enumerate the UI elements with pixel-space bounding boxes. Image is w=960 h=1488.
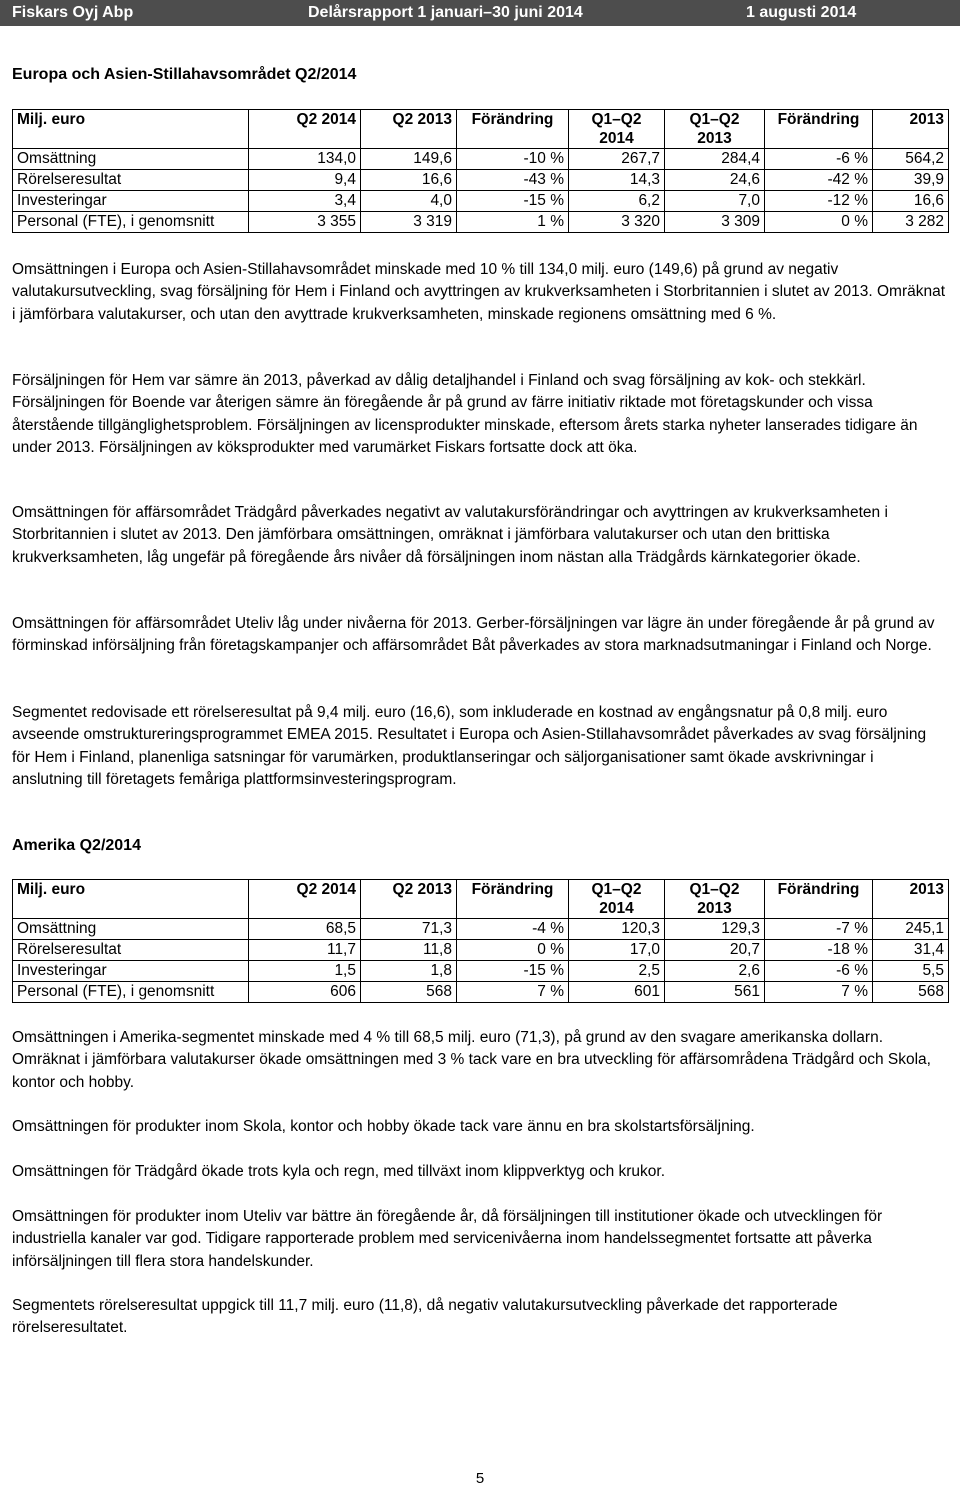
table-cell: 7 % [457, 982, 569, 1003]
table-cell: 568 [873, 982, 949, 1003]
row-label: Rörelseresultat [13, 940, 249, 961]
column-header: Förändring [457, 880, 569, 919]
table-row [13, 212, 949, 233]
table-cell: 3 282 [873, 212, 949, 233]
table-cell: 17,0 [569, 940, 665, 961]
table-cell: -6 % [765, 961, 873, 982]
table-cell: 120,3 [569, 919, 665, 940]
table-cell: 0 % [457, 940, 569, 961]
page-number: 5 [475, 1470, 485, 1487]
table-cell: -15 % [457, 961, 569, 982]
row-label: Investeringar [13, 191, 249, 212]
table-cell: 24,6 [665, 170, 765, 191]
document-header [0, 0, 960, 26]
table-cell: 68,5 [249, 919, 361, 940]
table-cell: 3 309 [665, 212, 765, 233]
company-name: Fiskars Oyj Abp [12, 4, 134, 21]
europe-section-title: Europa och Asien-Stillahavsområdet Q2/2014 [12, 66, 357, 83]
column-header: Förändring [457, 110, 569, 149]
europe-paragraph-2: Försäljningen för Hem var sämre än 2013, påverkad av dålig detaljhandel i Finland och svag försäljning av kok- och stekkärl. Försäljningen för Boende var återigen sämre än föregående år på grund av färre initiativ riktade mot företagskunder och vissa återstående tillgänglighetsproblem. Försäljningen av licensprodukter minskade, eftersom årets starka nyheter lanserades tidigare än under 2013. Försäljningen av köksprodukter med varumärket Fiskars fortsatte dock att öka. [12, 372, 918, 456]
column-header: Milj. euro [13, 880, 249, 919]
table-cell: -15 % [457, 191, 569, 212]
table-cell: 1,5 [249, 961, 361, 982]
table-cell: -18 % [765, 940, 873, 961]
column-header: Q1–Q2 2014 [569, 110, 665, 149]
table-cell: 14,3 [569, 170, 665, 191]
table-row [13, 940, 949, 961]
row-label: Investeringar [13, 961, 249, 982]
column-header: Q1–Q2 2013 [665, 880, 765, 919]
table-cell: 1 % [457, 212, 569, 233]
report-date: 1 augusti 2014 [746, 4, 857, 21]
column-header: Förändring [765, 110, 873, 149]
table-cell: -4 % [457, 919, 569, 940]
table-cell: 129,3 [665, 919, 765, 940]
table-cell: -6 % [765, 149, 873, 170]
table-cell: 4,0 [361, 191, 457, 212]
europe-paragraph-5: Segmentet redovisade ett rörelseresultat på 9,4 milj. euro (16,6), som inkluderade en kostnad av engångsnatur på 0,8 milj. euro avseende omstruktureringsprogrammet EMEA 2015. Resultatet i Europa och Asien-Stillahavsområdet påverkades av svag försäljning för Hem i Finland, planenliga satsningar för varumärken, produktlanseringar och säljorganisationer samt ökade avskrivningar i anslutning till företagets femåriga plattformsinvesteringsprogram. [12, 704, 927, 788]
table-cell: 564,2 [873, 149, 949, 170]
table-cell: 6,2 [569, 191, 665, 212]
column-header: Q1–Q2 2013 [665, 110, 765, 149]
table-cell: 267,7 [569, 149, 665, 170]
table-header-row [13, 110, 949, 149]
column-header: Q2 2014 [249, 110, 361, 149]
table-cell: 2,6 [665, 961, 765, 982]
column-header: Milj. euro [13, 110, 249, 149]
table-cell: 5,5 [873, 961, 949, 982]
table-cell: 601 [569, 982, 665, 1003]
table-cell: 606 [249, 982, 361, 1003]
table-cell: 7 % [765, 982, 873, 1003]
table-cell: 3 320 [569, 212, 665, 233]
table-header-row [13, 880, 949, 919]
table-cell: 16,6 [873, 191, 949, 212]
america-section-title: Amerika Q2/2014 [12, 837, 141, 854]
table-cell: 11,7 [249, 940, 361, 961]
column-header: Förändring [765, 880, 873, 919]
table-cell: -10 % [457, 149, 569, 170]
column-header: Q2 2013 [361, 880, 457, 919]
table-cell: -43 % [457, 170, 569, 191]
table-cell: 0 % [765, 212, 873, 233]
table-row [13, 919, 949, 940]
table-cell: 3 319 [361, 212, 457, 233]
table-cell: 561 [665, 982, 765, 1003]
column-header: Q2 2013 [361, 110, 457, 149]
column-header: Q1–Q2 2014 [569, 880, 665, 919]
europe-financial-table [12, 109, 949, 233]
america-paragraph-4: Omsättningen för produkter inom Uteliv var bättre än föregående år, då försäljningen till institutioner ökade och utvecklingen för industriella kanaler var god. Tidigare rapporterade problem med servicenivåerna inom handelssegmentet fortsatte att påverka införsäljningen till flera stora handelskunder. [12, 1208, 883, 1270]
table-cell: 20,7 [665, 940, 765, 961]
table-row [13, 149, 949, 170]
table-cell: 3 355 [249, 212, 361, 233]
table-cell: 31,4 [873, 940, 949, 961]
table-cell: 7,0 [665, 191, 765, 212]
america-paragraph-2: Omsättningen för produkter inom Skola, kontor och hobby ökade tack vare ännu en bra skolstartsförsäljning. [12, 1118, 755, 1135]
report-title: Delårsrapport 1 januari–30 juni 2014 [308, 4, 583, 21]
america-paragraph-5: Segmentets rörelseresultat uppgick till 11,7 milj. euro (11,8), då negativ valutakursutveckling påverkade det rapporterade rörelseresultatet. [12, 1297, 838, 1337]
row-label: Omsättning [13, 149, 249, 170]
table-cell: -12 % [765, 191, 873, 212]
america-paragraph-3: Omsättningen för Trädgård ökade trots kyla och regn, med tillväxt inom klippverktyg och krukor. [12, 1163, 666, 1180]
table-cell: 3,4 [249, 191, 361, 212]
table-cell: 9,4 [249, 170, 361, 191]
table-cell: 134,0 [249, 149, 361, 170]
table-cell: 39,9 [873, 170, 949, 191]
column-header: Q2 2014 [249, 880, 361, 919]
table-row [13, 191, 949, 212]
table-row [13, 982, 949, 1003]
table-cell: 11,8 [361, 940, 457, 961]
table-cell: -42 % [765, 170, 873, 191]
table-row [13, 170, 949, 191]
america-paragraph-1: Omsättningen i Amerika-segmentet minskade med 4 % till 68,5 milj. euro (71,3), på grund av den svagare amerikanska dollarn. Omräknat i jämförbara valutakurser ökade omsättningen med 3 % tack vare en bra utveckling för affärsområdena Trädgård och Skola, kontor och hobby. [12, 1029, 931, 1091]
table-cell: 71,3 [361, 919, 457, 940]
row-label: Personal (FTE), i genomsnitt [13, 982, 249, 1003]
europe-paragraph-3: Omsättningen för affärsområdet Trädgård påverkades negativt av valutakursförändringar och avyttringen av krukverksamheten i Storbritannien i slutet av 2013. Den jämförbara omsättningen, omräknat i jämförbara valutakurser och utan den brittiska krukverksamheten, låg ungefär på föregående års nivåer då försäljningen inom nästan alla Trädgårds kärnkategorier ökade. [12, 504, 888, 566]
row-label: Omsättning [13, 919, 249, 940]
table-row [13, 961, 949, 982]
america-financial-table [12, 879, 949, 1003]
table-cell: 149,6 [361, 149, 457, 170]
table-cell: 2,5 [569, 961, 665, 982]
europe-paragraph-1: Omsättningen i Europa och Asien-Stillahavsområdet minskade med 10 % till 134,0 milj. euro (149,6) på grund av negativ valutakursutveckling, svag försäljning för Hem i Finland och avyttringen av krukverksamheten i Storbritannien i slutet av 2013. Omräknat i jämförbara valutakurser, och utan den avyttrade krukverksamheten, minskade regionens omsättning med 6 %. [12, 261, 946, 323]
row-label: Personal (FTE), i genomsnitt [13, 212, 249, 233]
table-cell: 16,6 [361, 170, 457, 191]
table-cell: 568 [361, 982, 457, 1003]
column-header: 2013 [873, 110, 949, 149]
table-cell: -7 % [765, 919, 873, 940]
table-cell: 1,8 [361, 961, 457, 982]
europe-paragraph-4: Omsättningen för affärsområdet Uteliv låg under nivåerna för 2013. Gerber-försäljningen var lägre än under föregående år på grund av förminskad införsäljning från företagskampanjer och affärsområdet Båt påverkades av stora marknadsutmaningar i Finland och Norge. [12, 615, 935, 655]
table-cell: 245,1 [873, 919, 949, 940]
table-cell: 284,4 [665, 149, 765, 170]
row-label: Rörelseresultat [13, 170, 249, 191]
column-header: 2013 [873, 880, 949, 919]
